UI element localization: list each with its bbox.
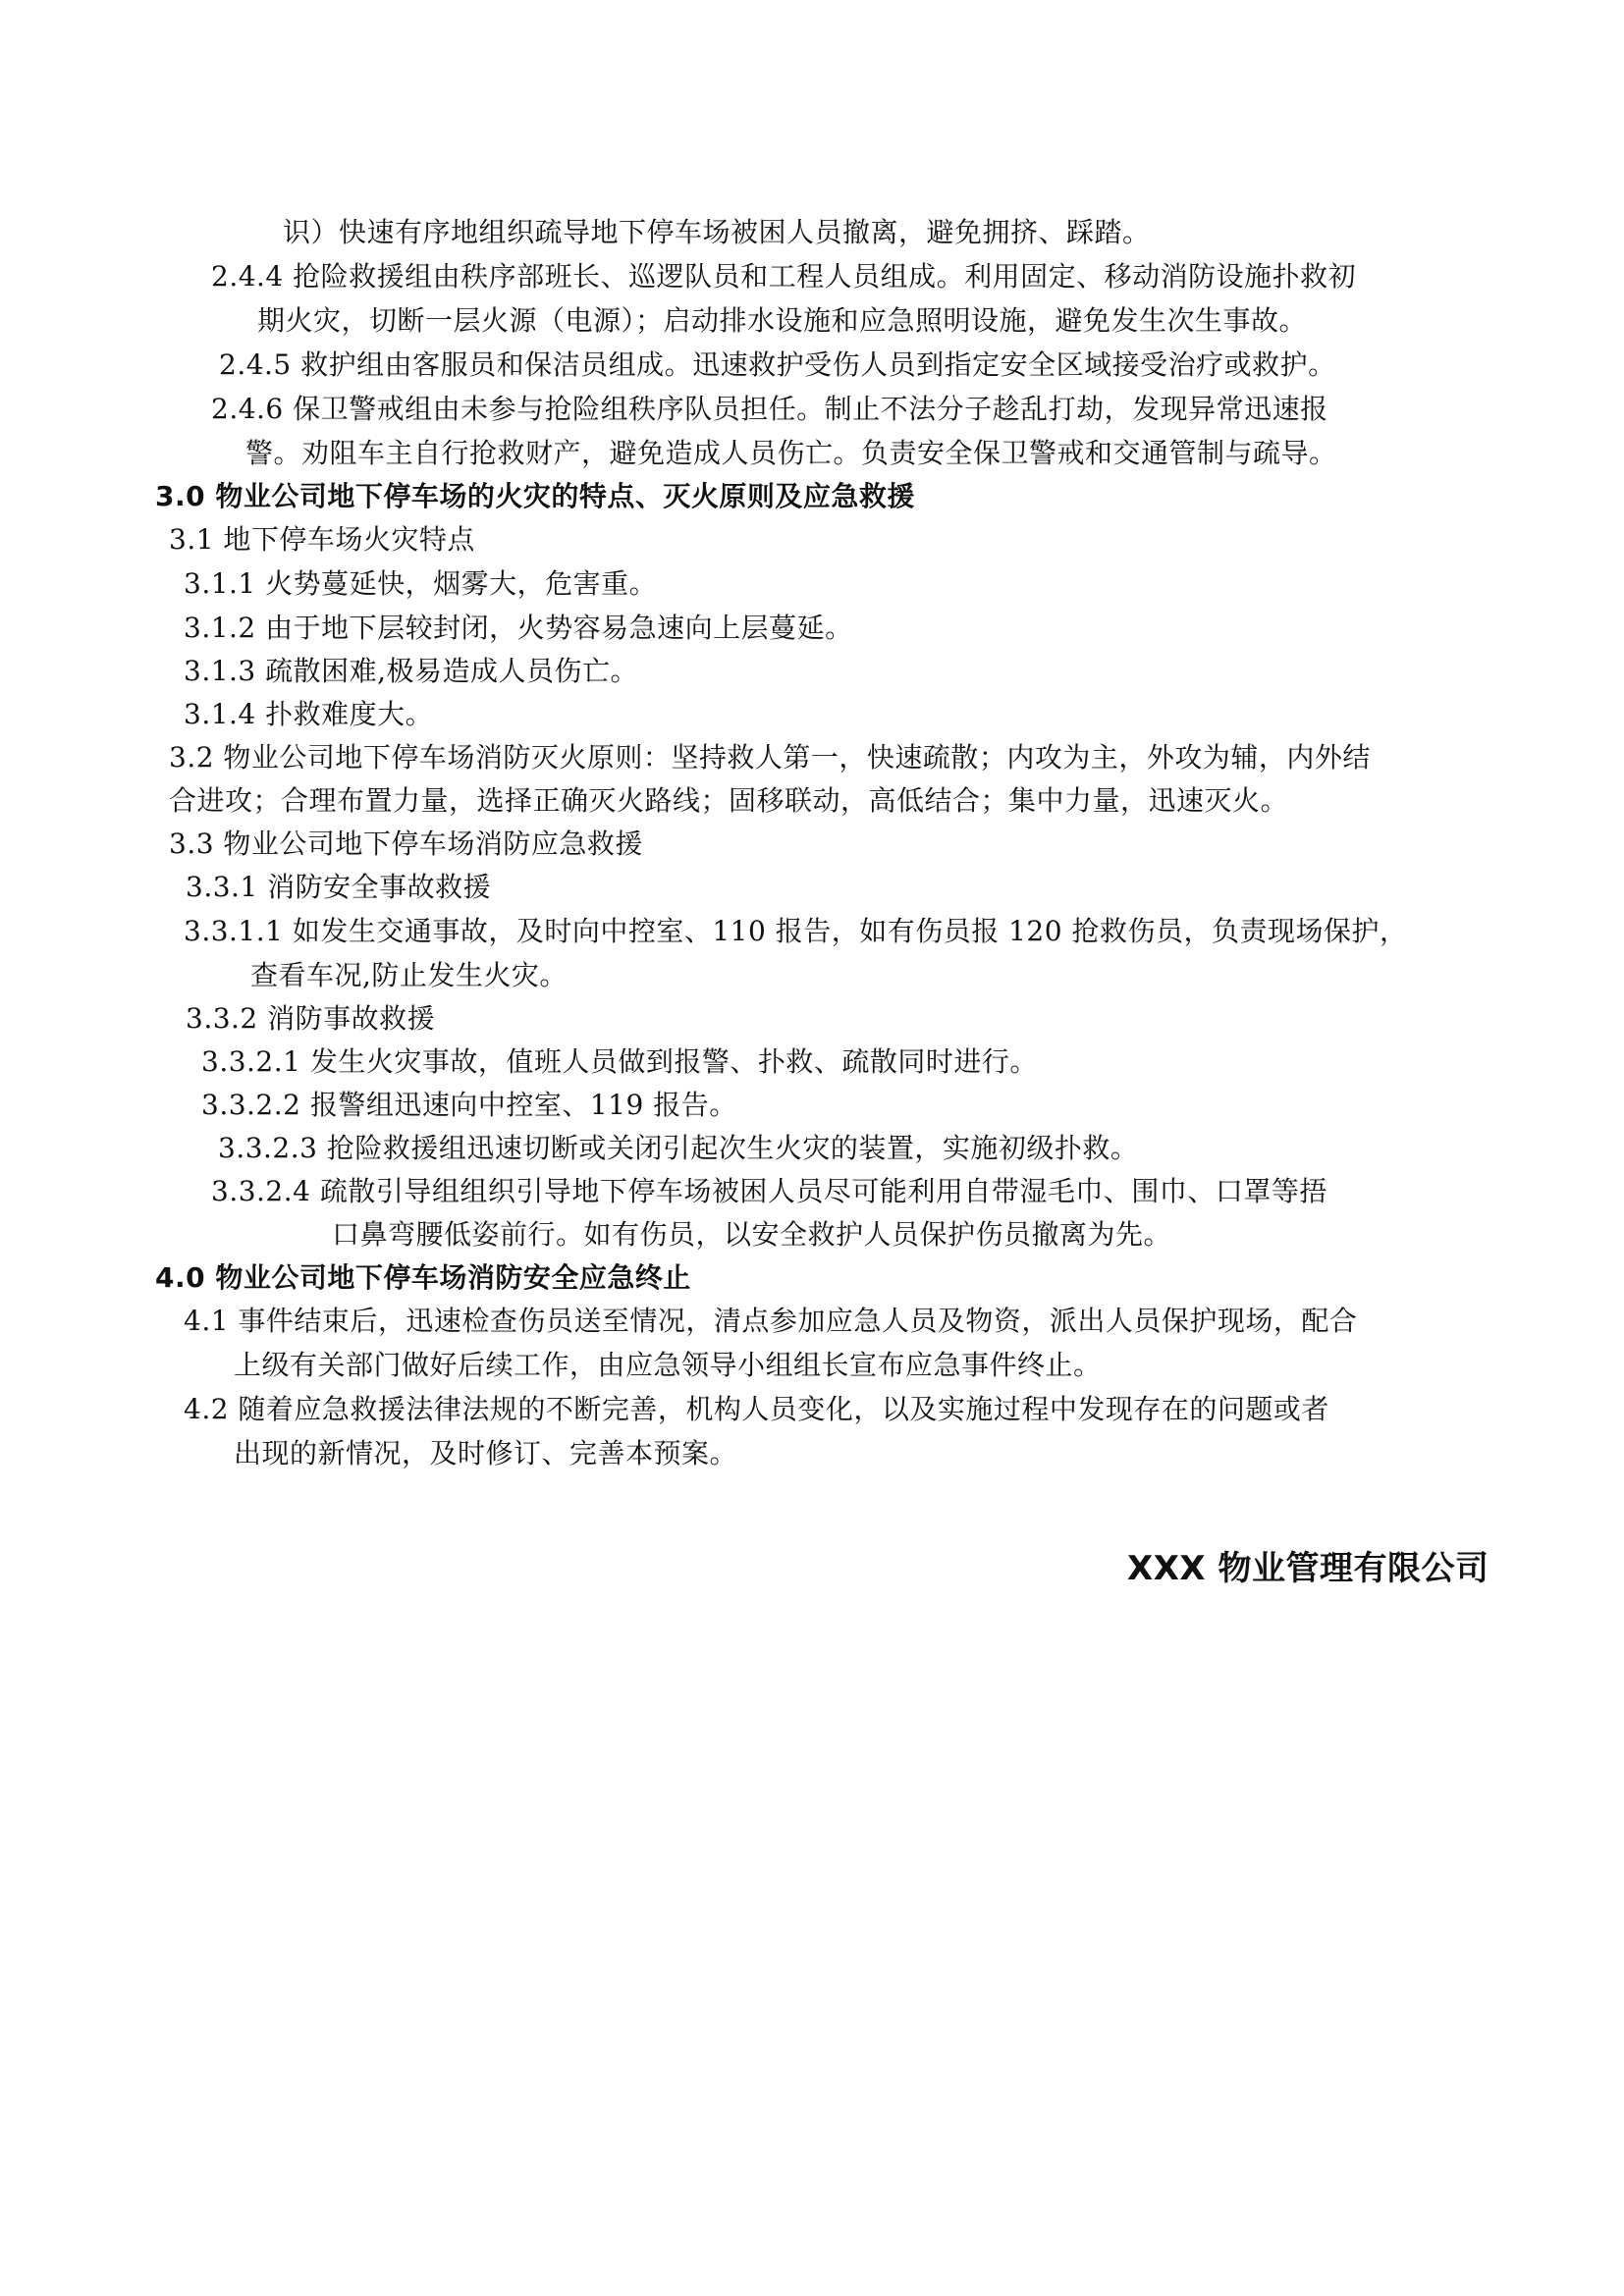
text-line: 3.1.4 扑救难度大。 — [184, 698, 434, 730]
section-heading: 3.0 物业公司地下停车场的火灾的特点、灭火原则及应急救援 — [155, 480, 915, 512]
text-line: 查看车况,防止发生火灾。 — [250, 959, 568, 991]
text-line: 3.1.1 火势蔓延快，烟雾大，危害重。 — [184, 567, 658, 600]
text-line: 3.2 物业公司地下停车场消防灭火原则：坚持救人第一，快速疏散；内攻为主，外攻为辅，内外结 — [169, 741, 1371, 774]
text-line: 识）快速有序地组织疏导地下停车场被困人员撤离，避免拥挤、踩踏。 — [283, 216, 1151, 248]
text-line: 口鼻弯腰低姿前行。如有伤员，以安全救护人员保护伤员撤离为先。 — [332, 1218, 1172, 1251]
text-line: 出现的新情况，及时修订、完善本预案。 — [234, 1437, 738, 1469]
text-line: 期火灾，切断一层火源（电源）；启动排水设施和应急照明设施，避免发生次生事故。 — [257, 304, 1308, 337]
subsection-heading: 3.3 物业公司地下停车场消防应急救援 — [169, 828, 643, 860]
text-line: 3.3.2.2 报警组迅速向中控室、119 报告。 — [201, 1089, 737, 1121]
company-signature: XXX 物业管理有限公司 — [1127, 1549, 1489, 1588]
text-line: 2.4.5 救护组由客服员和保洁员组成。迅速救护受伤人员到指定安全区域接受治疗或救护。 — [219, 348, 1336, 381]
subsection-heading: 3.1 地下停车场火灾特点 — [169, 523, 475, 556]
section-heading: 4.0 物业公司地下停车场消防安全应急终止 — [155, 1261, 691, 1294]
text-line: 4.2 随着应急救援法律法规的不断完善，机构人员变化，以及实施过程中发现存在的问题或者 — [184, 1393, 1329, 1425]
text-line: 3.3.2.4 疏散引导组组织引导地下停车场被困人员尽可能利用自带湿毛巾、围巾、口罩等捂 — [211, 1175, 1327, 1207]
subsection-heading: 3.3.2 消防事故救援 — [186, 1002, 436, 1035]
text-line: 合进攻；合理布置力量，选择正确灭火路线；固移联动，高低结合；集中力量，迅速灭火。 — [169, 784, 1289, 817]
text-line: 3.1.3 疏散困难,极易造成人员伤亡。 — [184, 655, 639, 687]
text-line: 3.3.2.1 发生火灾事故，值班人员做到报警、扑救、疏散同时进行。 — [201, 1045, 1038, 1078]
text-line: 2.4.4 抢险救援组由秩序部班长、巡逻队员和工程人员组成。利用固定、移动消防设施扑救初 — [211, 260, 1357, 293]
text-line: 3.1.2 由于地下层较封闭，火势容易急速向上层蔓延。 — [184, 612, 853, 644]
text-line: 3.3.1.1 如发生交通事故，及时向中控室、110 报告，如有伤员报 120 抢救伤员，负责现场保护， — [184, 915, 1408, 947]
subsection-heading: 3.3.1 消防安全事故救援 — [186, 871, 492, 903]
text-line: 上级有关部门做好后续工作，由应急领导小组组长宣布应急事件终止。 — [234, 1349, 1102, 1381]
text-line: 4.1 事件结束后，迅速检查伤员送至情况，清点参加应急人员及物资，派出人员保护现场，配合 — [184, 1305, 1358, 1337]
text-line: 警。劝阻车主自行抢救财产，避免造成人员伤亡。负责安全保卫警戒和交通管制与疏导。 — [245, 437, 1337, 469]
text-line: 3.3.2.3 抢险救援组迅速切断或关闭引起次生火灾的装置，实施初级扑救。 — [218, 1132, 1139, 1164]
text-line: 2.4.6 保卫警戒组由未参与抢险组秩序队员担任。制止不法分子趁乱打劫，发现异常迅速报 — [211, 393, 1328, 425]
